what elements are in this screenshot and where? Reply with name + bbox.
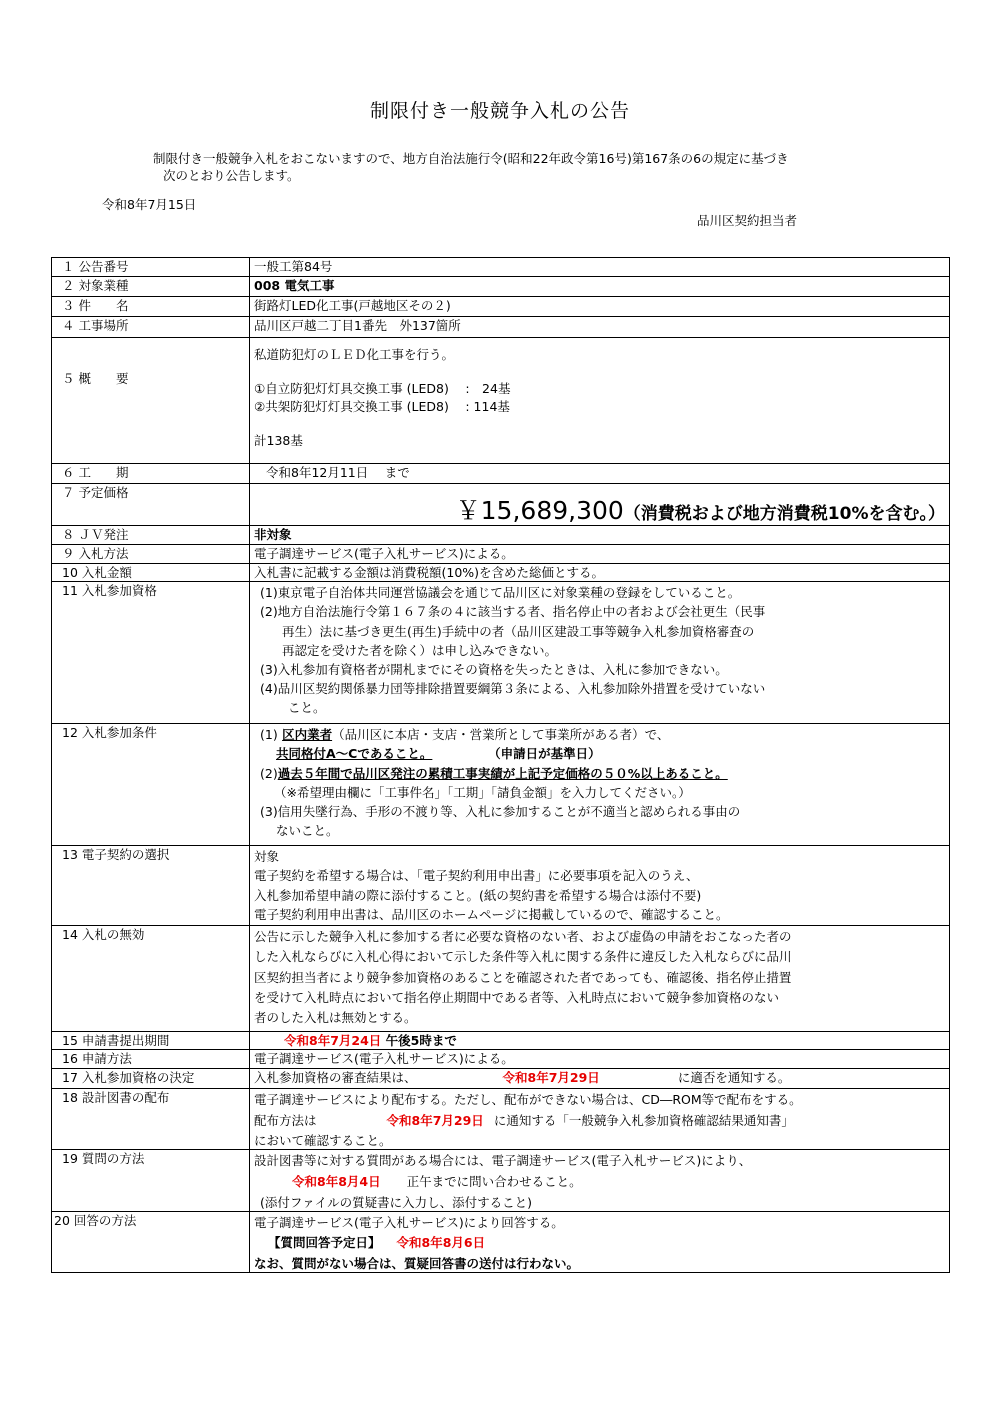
- row-value: 令和8年12月11日 まで: [250, 464, 950, 484]
- text-line: （※希望理由欄に「工事件名」「工期」「請負金額」を入力してください。）: [274, 784, 691, 800]
- text-line: 対象: [254, 849, 280, 865]
- row-label: ７ 予定価格: [52, 484, 250, 526]
- text-line: 再生）法に基づき更生(再生)手続中の者（品川区建設工事等競争入札参加資格審査の: [282, 623, 755, 639]
- text-line: 配布方法は 令和8年7月29日 に通知する「一般競争入札参加資格確認結果通知書」: [254, 1112, 794, 1128]
- text-line: (2)地方自治法施行令第１６７条の４に該当する者、指名停止中の者および会社更生（民事: [260, 604, 766, 620]
- text-line: 電子契約利用申出書は、品川区のホームページに掲載しているので、確認すること。: [254, 906, 729, 922]
- text-line: ②共架防犯灯灯具交換工事 (LED8) : 114基: [254, 398, 510, 414]
- row-value: [250, 1212, 950, 1273]
- table-row: [52, 258, 950, 277]
- row-label: ４ 工事場所: [52, 317, 250, 338]
- row-value: [250, 1088, 950, 1150]
- row-label: 19 質問の方法: [52, 1150, 250, 1212]
- table-row: [52, 1212, 950, 1273]
- table-row: [52, 277, 950, 297]
- row-value: 令和8年7月24日 午後5時まで: [250, 1032, 950, 1050]
- row-label: ９ 入札方法: [52, 545, 250, 564]
- row-label: 13 電子契約の選択: [52, 846, 250, 926]
- text-line: ないこと。: [276, 823, 339, 839]
- row-value: [250, 724, 950, 846]
- planned-price: ￥15,689,300: [455, 495, 624, 525]
- row-label: 16 申請方法: [52, 1050, 250, 1068]
- row-value: 入札参加資格の審査結果は、 令和8年7月29日 に適否を通知する。: [250, 1068, 950, 1088]
- row-value: 電子調達サービス(電子入札サービス)による。: [250, 545, 950, 564]
- table-row: [52, 338, 950, 464]
- text-line: 入札参加希望申請の際に添付すること。(紙の契約書を希望する場合は添付不要): [254, 887, 702, 903]
- text-line: (1) 区内業者（品川区に本店・支店・営業所として事業所がある者）で、: [260, 727, 670, 743]
- table-row: [52, 526, 950, 545]
- row-label: 17 入札参加資格の決定: [52, 1068, 250, 1088]
- row-value: [250, 846, 950, 926]
- row-value: [250, 484, 950, 526]
- text-line: こと。: [288, 700, 326, 716]
- table-row: [52, 464, 950, 484]
- row-value: 品川区戸越二丁目1番先 外137箇所: [250, 317, 950, 338]
- table-row: [52, 484, 950, 526]
- text-line: 区契約担当者により競争参加資格のあることを確認された者であっても、確認後、指名停止措置: [254, 969, 792, 985]
- table-row: [52, 1068, 950, 1088]
- notice-table: [51, 257, 950, 1273]
- page-title: 制限付き一般競争入札の公告: [369, 100, 630, 122]
- row-value: [250, 582, 950, 724]
- intro-line: 次のとおり公告します。: [163, 168, 300, 183]
- row-label: 10 入札金額: [52, 564, 250, 582]
- table-row: [52, 317, 950, 338]
- table-row: [52, 1088, 950, 1150]
- text-line: 再認定を受けた者を除く）は申し込みできない。: [282, 642, 558, 658]
- intro-line: 制限付き一般競争入札をおこないますので、地方自治法施行令(昭和22年政令第16号)第167条の6の規定に基づき: [153, 151, 789, 166]
- table-row: [52, 1050, 950, 1068]
- row-value: 008 電気工事: [250, 277, 950, 297]
- text-line: ①自立防犯灯灯具交換工事 (LED8) : 24基: [254, 381, 511, 397]
- text-line: 者のした入札は無効とする。: [254, 1010, 417, 1026]
- row-value: [250, 926, 950, 1032]
- table-row: [52, 564, 950, 582]
- row-label: ２ 対象業種: [52, 277, 250, 297]
- row-value: 非対象: [250, 526, 950, 545]
- text-line: において確認すること。: [254, 1133, 392, 1149]
- notice-date: 令和8年7月15日: [102, 197, 197, 212]
- row-value: 一般工第84号: [250, 258, 950, 277]
- text-line: 共同格付A～Cであること。 （申請日が基準日）: [276, 746, 601, 762]
- text-line: なお、質問がない場合は、質疑回答書の送付は行わない。: [254, 1255, 580, 1271]
- text-line: 電子調達サービス(電子入札サービス)により回答する。: [254, 1215, 564, 1231]
- table-row: [52, 846, 950, 926]
- issuer: 品川区契約担当者: [697, 213, 798, 228]
- row-label: ６ 工 期: [52, 464, 250, 484]
- text-line: 【質問回答予定日】 令和8年8月6日: [268, 1235, 486, 1251]
- table-row: [52, 1150, 950, 1212]
- row-value: [250, 1150, 950, 1212]
- row-value: 入札書に記載する金額は消費税額(10%)を含めた総価とする。: [250, 564, 950, 582]
- text-line: (2)過去５年間で品川区発注の累積工事実績が上記予定価格の５０%以上あること。: [260, 765, 728, 781]
- text-line: を受けて入札時点において指名停止期間中である者等、入札時点において競争参加資格のない: [254, 989, 780, 1005]
- text-line: 電子調達サービスにより配布する。ただし、配布ができない場合は、CD―ROM等で配布をする。: [254, 1091, 802, 1107]
- price-note: （消費税および地方消費税10%を含む。）: [623, 503, 945, 524]
- row-value: 街路灯LED化工事(戸越地区その２): [250, 297, 950, 317]
- text-line: 公告に示した競争入札に参加する者に必要な資格のない者、および虚偽の申請をおこなった者の: [254, 929, 792, 945]
- row-label: 18 設計図書の配布: [52, 1088, 250, 1150]
- text-line: (1)東京電子自治体共同運営協議会を通じて品川区に対象業種の登録をしていること。: [260, 585, 741, 601]
- text-line: 計138基: [254, 432, 303, 448]
- text-line: (3)信用失墜行為、手形の不渡り等、入札に参加することが不適当と認められる事由の: [260, 804, 741, 820]
- text-line: した入札ならびに入札心得において示した条件等入札に関する条件に違反した入札ならびに品川: [254, 949, 792, 965]
- text-line: (3)入札参加有資格者が開札までにその資格を失ったときは、入札に参加できない。: [260, 662, 728, 678]
- table-row: [52, 297, 950, 317]
- table-row: [52, 926, 950, 1032]
- row-label: 14 入札の無効: [52, 926, 250, 1032]
- row-label: 12 入札参加条件: [52, 724, 250, 846]
- table-row: [52, 582, 950, 724]
- table-row: [52, 545, 950, 564]
- row-value: [250, 338, 950, 464]
- table-row: [52, 1032, 950, 1050]
- intro-text: [153, 150, 873, 184]
- row-label: 15 申請書提出期間: [52, 1032, 250, 1050]
- text-line: 令和8年8月4日 正午までに問い合わせること。: [292, 1174, 582, 1190]
- row-label: ５ 概 要: [52, 338, 250, 464]
- text-line: 電子契約を希望する場合は、「電子契約利用申出書」に必要事項を記入のうえ、: [254, 868, 699, 884]
- row-value: 電子調達サービス(電子入札サービス)による。: [250, 1050, 950, 1068]
- table-row: [52, 724, 950, 846]
- text-line: (4)品川区契約関係暴力団等排除措置要綱第３条による、入札参加除外措置を受けていない: [260, 681, 766, 697]
- row-label: ３ 件 名: [52, 297, 250, 317]
- text-line: (添付ファイルの質疑書に入力し、添付すること): [260, 1194, 533, 1210]
- text-line: 設計図書等に対する質問がある場合には、電子調達サービス(電子入札サービス)により、: [254, 1153, 752, 1169]
- text-line: 私道防犯灯のＬＥＤ化工事を行う。: [254, 347, 455, 362]
- row-label: １ 公告番号: [52, 258, 250, 277]
- row-label: ８ ＪＶ発注: [52, 526, 250, 545]
- row-label: 20 回答の方法: [52, 1212, 250, 1273]
- row-label: 11 入札参加資格: [52, 582, 250, 724]
